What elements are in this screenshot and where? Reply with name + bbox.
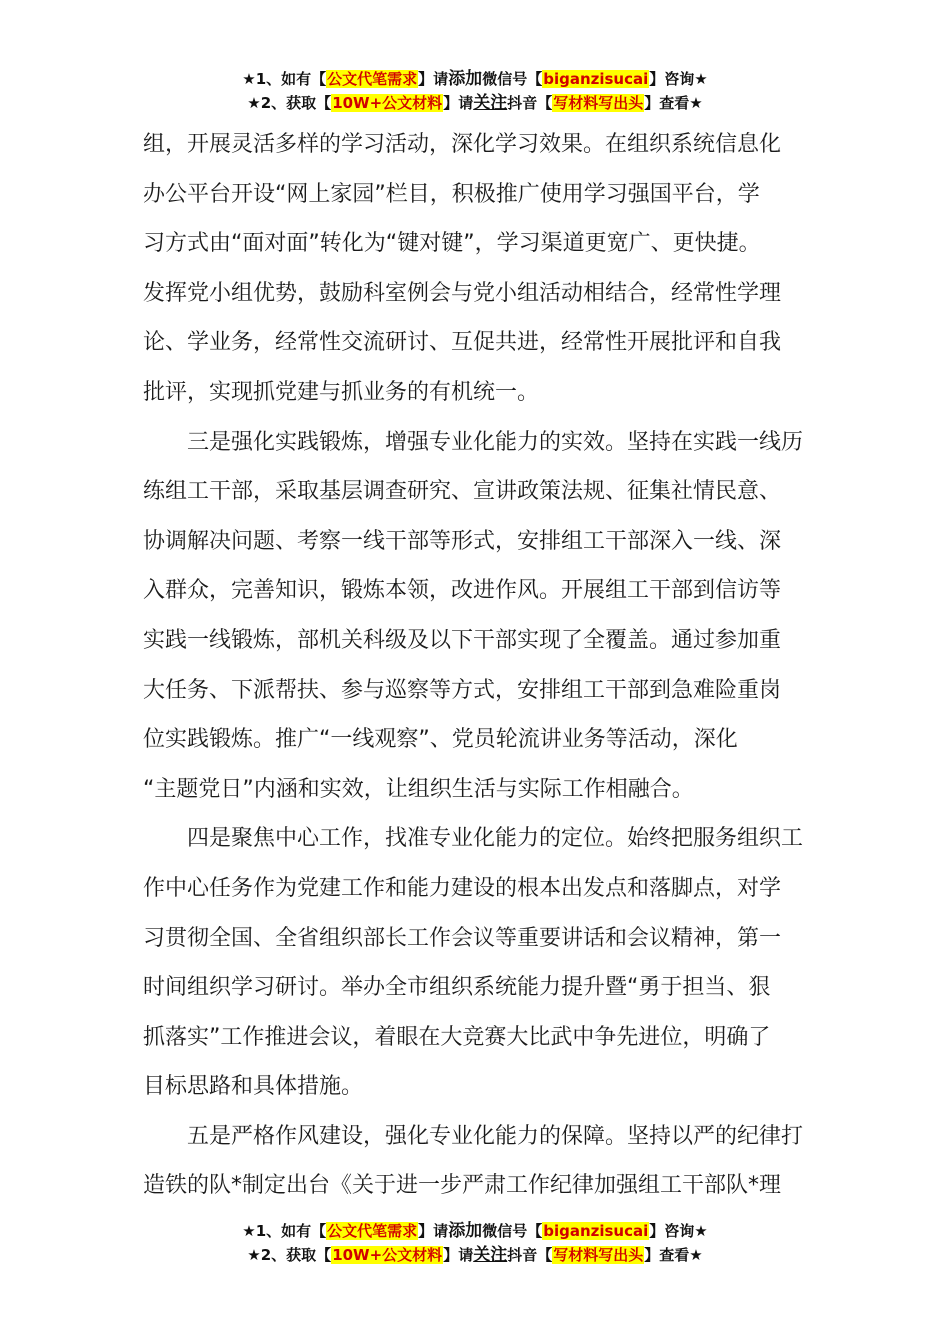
document-body <box>143 120 808 1211</box>
highlight-douyin: 写材料写出头 <box>553 94 644 112</box>
promo-line-2 <box>0 1243 950 1267</box>
promo-line-1 <box>0 67 950 91</box>
promo-text: ★1、如有【 <box>242 70 327 88</box>
promo-banner-top <box>0 67 950 115</box>
text-line: 位实践锻炼。推广“一线观察”、党员轮流讲业务等活动，深化 <box>143 727 738 753</box>
promo-text: 】请 <box>418 70 449 88</box>
highlight-wechat-id: biganzisucai <box>543 70 649 88</box>
promo-text: ★2、获取【 <box>247 94 332 112</box>
promo-text: 抖音【 <box>507 94 553 112</box>
emphasis-follow: 关注 <box>473 93 508 113</box>
highlight-service: 公文代笔需求 <box>327 70 418 88</box>
text-line: 大任务、下派帮扶、参与巡察等方式，安排组工干部到急难险重岗 <box>143 677 782 703</box>
text-line: 四是聚焦中心工作，找准专业化能力的定位。始终把服务组织工 <box>143 826 804 852</box>
highlight-douyin: 写材料写出头 <box>553 1246 644 1264</box>
promo-text: 】咨询★ <box>649 1222 708 1240</box>
text-line: “主题党日”内涵和实效，让组织生活与实际工作相融合。 <box>143 776 694 802</box>
promo-text: 】查看★ <box>644 94 703 112</box>
promo-text: ★2、获取【 <box>247 1246 332 1264</box>
promo-text: ★1、如有【 <box>242 1222 327 1240</box>
promo-text: 抖音【 <box>507 1246 553 1264</box>
text-line: 目标思路和具体措施。 <box>143 1074 364 1100</box>
promo-banner-bottom <box>0 1219 950 1267</box>
promo-text: 】请 <box>443 94 474 112</box>
promo-text: 】查看★ <box>644 1246 703 1264</box>
text-line: 作中心任务作为党建工作和能力建设的根本出发点和落脚点，对学 <box>143 875 782 901</box>
emphasis-follow: 关注 <box>473 1245 508 1265</box>
text-line: 实践一线锻炼，部机关科级及以下干部实现了全覆盖。通过参加重 <box>143 627 782 653</box>
emphasis-add: 添加 <box>448 1221 483 1241</box>
text-line: 批评，实现抓党建与抓业务的有机统一。 <box>143 379 540 405</box>
highlight-wechat-id: biganzisucai <box>543 1222 649 1240</box>
promo-line-1 <box>0 1219 950 1243</box>
promo-text: 微信号【 <box>482 70 543 88</box>
text-line: 办公平台开设“网上家园”栏目，积极推广使用学习强国平台，学 <box>143 181 760 207</box>
text-line: 造铁的队*制定出台《关于进一步严肃工作纪律加强组工干部队*理 <box>143 1173 782 1199</box>
text-line: 时间组织学习研讨。举办全市组织系统能力提升暨“勇于担当、狠 <box>143 975 771 1001</box>
promo-text: 微信号【 <box>482 1222 543 1240</box>
text-line: 协调解决问题、考察一线干部等形式，安排组工干部深入一线、深 <box>143 528 782 554</box>
promo-text: 】请 <box>418 1222 449 1240</box>
text-line: 五是严格作风建设，强化专业化能力的保障。坚持以严的纪律打 <box>143 1123 804 1149</box>
text-line: 发挥党小组优势，鼓励科室例会与党小组活动相结合，经常性学理 <box>143 280 782 306</box>
promo-line-2 <box>0 91 950 115</box>
highlight-materials: 10W+公文材料 <box>332 94 443 112</box>
text-line: 组，开展灵活多样的学习活动，深化学习效果。在组织系统信息化 <box>143 132 782 157</box>
promo-text: 】请 <box>443 1246 474 1264</box>
text-line: 入群众，完善知识，锻炼本领，改进作风。开展组工干部到信访等 <box>143 578 782 604</box>
text-line: 练组工干部，采取基层调查研究、宣讲政策法规、征集社情民意、 <box>143 479 782 505</box>
emphasis-add: 添加 <box>448 69 483 89</box>
text-line: 习贯彻全国、全省组织部长工作会议等重要讲话和会议精神，第一 <box>143 925 782 951</box>
text-line: 习方式由“面对面”转化为“键对键”，学习渠道更宽广、更快捷。 <box>143 231 761 257</box>
text-line: 三是强化实践锻炼，增强专业化能力的实效。坚持在实践一线历 <box>143 429 804 455</box>
text-line: 论、学业务，经常性交流研讨、互促共进，经常性开展批评和自我 <box>143 330 782 356</box>
highlight-materials: 10W+公文材料 <box>332 1246 443 1264</box>
text-line: 抓落实”工作推进会议，着眼在大竞赛大比武中争先进位，明确了 <box>143 1024 771 1050</box>
promo-text: 】咨询★ <box>649 70 708 88</box>
highlight-service: 公文代笔需求 <box>327 1222 418 1240</box>
